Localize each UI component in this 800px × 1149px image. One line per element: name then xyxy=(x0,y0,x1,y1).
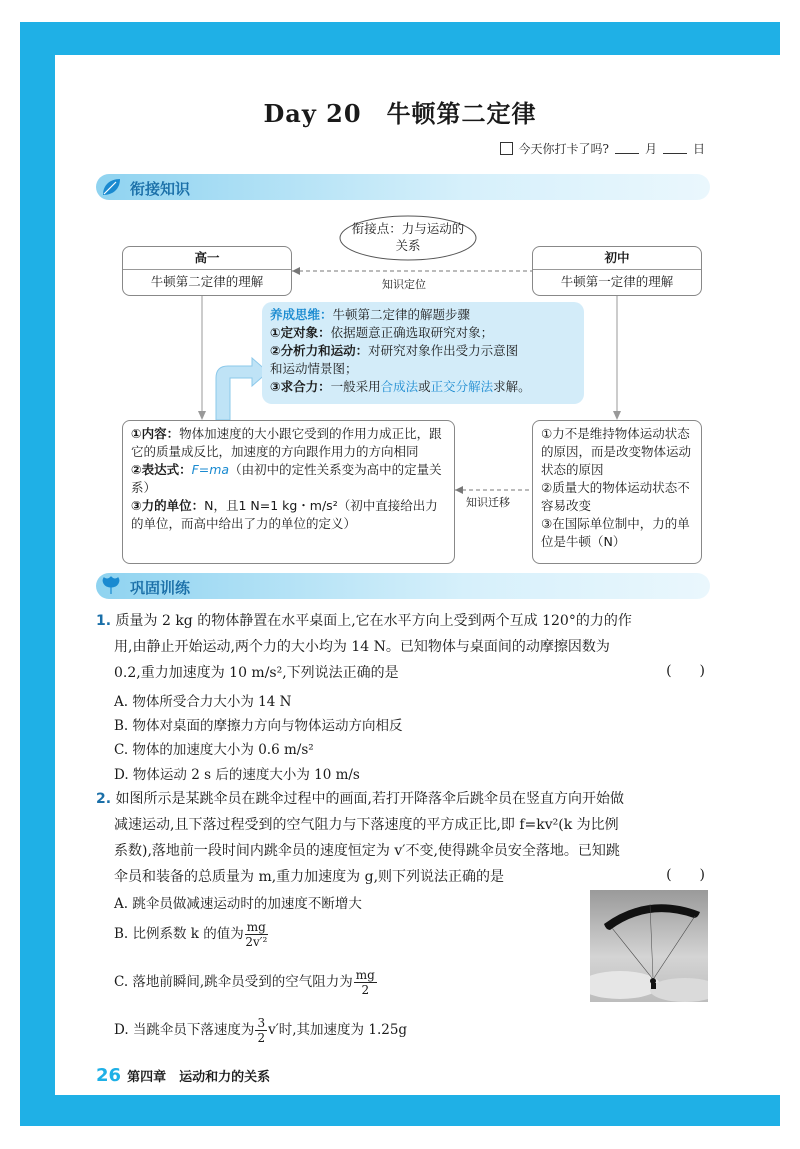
q2-option-c[interactable] xyxy=(114,968,378,997)
thinking-box xyxy=(262,302,584,404)
q2-line2: 减速运动,且下落过程受到的空气阻力与下落速度的平方成正比,即 f=kv²(k 为比例 xyxy=(114,817,619,833)
fraction-num: mg xyxy=(355,968,375,982)
q1-line2: 用,由静止开始运动,两个力的大小均为 14 N。已知物体与桌面间的动摩擦因数为 xyxy=(114,639,610,655)
section-title-link: 衔接知识 xyxy=(130,180,191,198)
q1-line1: 质量为 2 kg 的物体静置在水平桌面上,它在水平方向上受到两个互成 120°的力的作 xyxy=(115,613,632,629)
q2-option-a[interactable]: A. 跳伞员做减速运动时的加速度不断增大 xyxy=(114,896,362,912)
box-middle-school xyxy=(532,246,702,296)
question-1 xyxy=(96,608,711,686)
q2-option-b[interactable] xyxy=(114,920,269,949)
q1-option-c[interactable]: C. 物体的加速度大小为 0.6 m/s² xyxy=(114,742,314,758)
chapter-title: 第四章 运动和力的关系 xyxy=(127,1070,271,1085)
thinking-title: 养成思维： xyxy=(270,307,333,322)
day-label: 日 xyxy=(692,142,705,156)
step3-end: 求解。 xyxy=(493,379,531,394)
checkin-text: 今天你打卡了吗? xyxy=(518,142,609,156)
q1-option-a[interactable]: A. 物体所受合力大小为 14 N xyxy=(114,694,292,710)
ginkgo-icon xyxy=(100,576,122,596)
q2-line1: 如图所示是某跳伞员在跳伞过程中的画面,若打开降落伞后跳伞员在竖直方向开始做 xyxy=(115,791,624,807)
q2-number: 2. xyxy=(96,791,112,807)
fraction-num: 3 xyxy=(257,1016,266,1030)
q1-answer-paren[interactable]: ( ) xyxy=(666,663,705,679)
section-title-practice: 巩固训练 xyxy=(130,579,191,597)
fraction-den: 2 xyxy=(361,983,370,997)
box-high-school-sub: 牛顿第二定律的理解 xyxy=(150,274,264,289)
newton1-point1: ①力不是维持物体运动状态的原因，而是改变物体运动状态的原因 xyxy=(541,426,692,477)
step3-body: 一般采用 xyxy=(330,379,381,394)
content-body: 物体加速度的大小跟它受到的作用力成正比，跟它的质量成反比，加速度的方向跟作用力的方向相同 xyxy=(131,426,442,459)
step3-method2: 正交分解法 xyxy=(430,379,494,394)
link-point-label: 衔接点：力与运动的关系 xyxy=(351,221,465,253)
step2-body2: 和运动情景图； xyxy=(270,361,358,376)
step3-head: ③求合力： xyxy=(270,379,331,394)
arrow-label-position: 知识定位 xyxy=(382,278,426,291)
page-number: 26 xyxy=(96,1065,122,1086)
step2-body: 对研究对象作出受力示意图 xyxy=(368,343,519,358)
step1-head: ①定对象： xyxy=(270,325,331,340)
newton1-point2: ②质量大的物体运动状态不容易改变 xyxy=(541,480,690,513)
q1-option-b[interactable]: B. 物体对桌面的摩擦力方向与物体运动方向相反 xyxy=(114,718,403,734)
q1-number: 1. xyxy=(96,613,112,629)
q2-option-d-text: D. 当跳伞员下落速度为 xyxy=(114,1022,255,1038)
q1-line3: 0.2,重力加速度为 10 m/s²,下列说法正确的是 xyxy=(114,665,399,681)
paraglider-photo xyxy=(590,890,708,1002)
q2-line4: 伞员和装备的总质量为 m,重力加速度为 g,则下列说法正确的是 xyxy=(114,869,505,885)
expression-body: （由初中的定性关系变为高中的定量关系） xyxy=(131,462,442,495)
step1-body: 依据题意正确选取研究对象； xyxy=(330,325,494,340)
q1-option-d[interactable]: D. 物体运动 2 s 后的速度大小为 10 m/s xyxy=(114,767,360,783)
expression-formula: F=ma xyxy=(191,462,230,477)
box-newton1-details xyxy=(532,420,702,564)
expression-head: ②表达式： xyxy=(131,462,192,477)
newton1-point3: ③在国际单位制中，力的单位是牛顿（N） xyxy=(541,516,690,549)
q2-option-d[interactable] xyxy=(114,1016,407,1045)
fraction xyxy=(354,968,377,997)
box-high-school xyxy=(122,246,292,296)
step3-or: 或 xyxy=(418,379,431,394)
q2-option-b-text: B. 比例系数 k 的值为 xyxy=(114,926,244,942)
fraction-num: mg xyxy=(246,920,266,934)
month-label: 月 xyxy=(644,142,657,156)
fraction xyxy=(255,1016,267,1045)
q2-option-c-text: C. 落地前瞬间,跳伞员受到的空气阻力为 xyxy=(114,974,353,990)
q2-line3: 系数),落地前一段时间内跳伞员的速度恒定为 v′不变,使得跳伞员安全落地。已知跳 xyxy=(114,843,620,859)
box-high-school-title: 高一 xyxy=(123,247,291,270)
unit-head: ③力的单位： xyxy=(131,498,205,513)
arrow-label-transfer: 知识迁移 xyxy=(466,496,510,509)
thinking-title-rest: 牛顿第二定律的解题步骤 xyxy=(332,307,471,322)
content-head: ①内容： xyxy=(131,426,180,441)
fraction-den: 2 xyxy=(257,1031,266,1045)
box-middle-school-sub: 牛顿第一定律的理解 xyxy=(560,274,674,289)
page-footer xyxy=(96,1065,270,1086)
fraction-den: 2v′² xyxy=(245,935,268,949)
fraction xyxy=(245,920,268,949)
step3-method1: 合成法 xyxy=(380,379,419,394)
page-title: Day 20 牛顿第二定律 xyxy=(263,99,537,128)
q2-option-d-tail: v′时,其加速度为 1.25g xyxy=(268,1022,408,1038)
box-middle-school-title: 初中 xyxy=(533,247,701,270)
box-newton2-details xyxy=(122,420,455,564)
unit-body: N，且1 N=1 kg・m/s²（初中直接给出力的单位，而高中给出了力的单位的定义） xyxy=(131,498,438,531)
step2-head: ②分析力和运动： xyxy=(270,343,369,358)
q2-answer-paren[interactable]: ( ) xyxy=(666,867,705,883)
question-2 xyxy=(96,786,711,890)
